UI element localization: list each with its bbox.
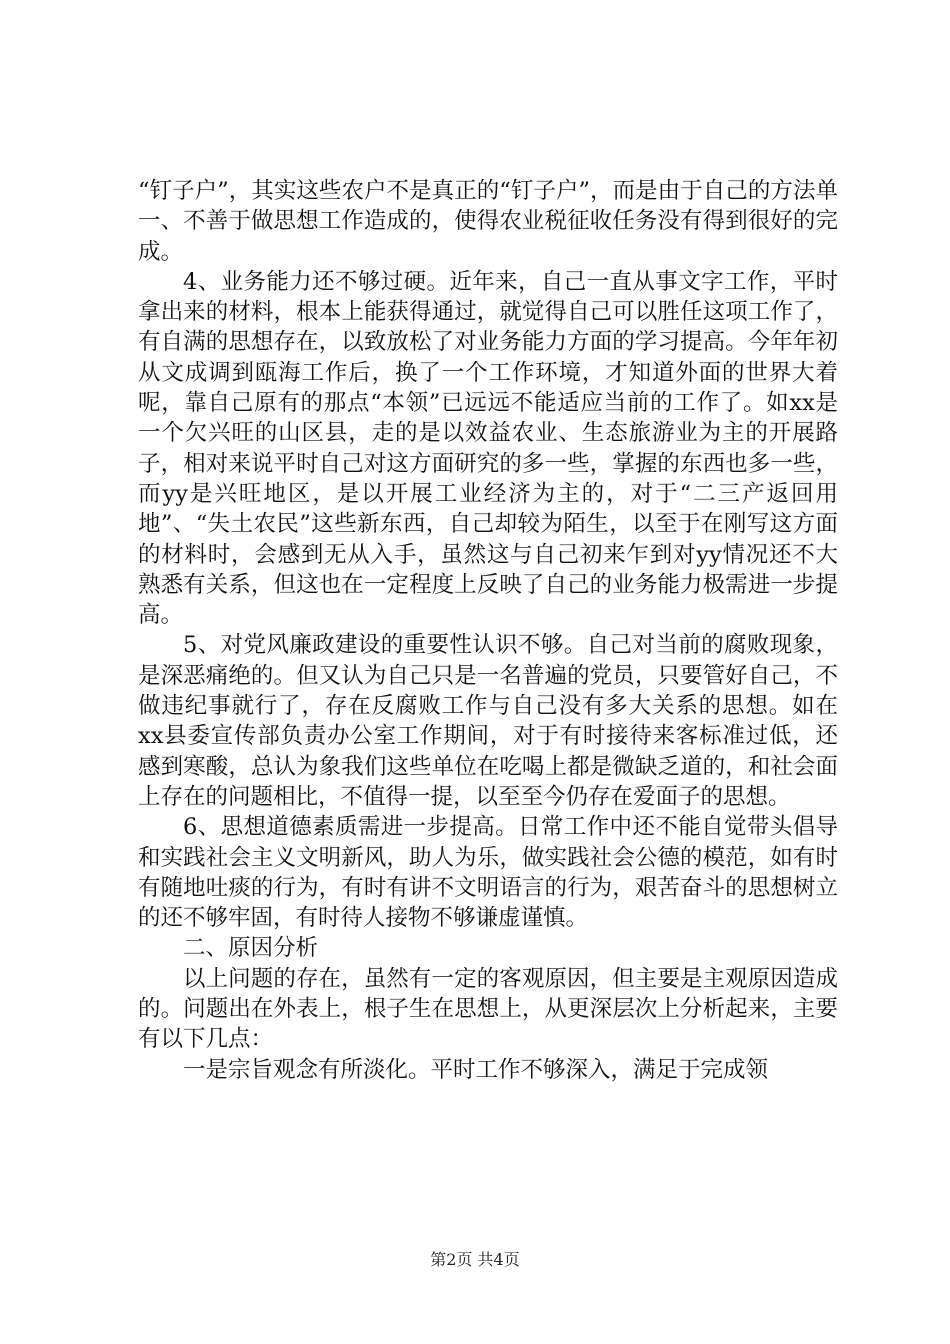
section-heading: 二、原因分析 (183, 935, 319, 962)
paragraph-6: 一是宗旨观念有所淡化。平时工作不够深入，满足于完成领 (183, 1056, 769, 1083)
paragraph-5: 以上问题的存在，虽然有一定的客观原因，但主要是主观原因造成的。问题出在外表上，根子生在思想上，从更深层次上分析起来，主要有以下几点： (138, 965, 838, 1053)
page-footer: 第2页 共4页 (430, 1250, 520, 1269)
paragraph-1: “钉子户”，其实这些农户不是真正的“钉子户”，而是由于自己的方法单一、不善于做思想工作造成的，使得农业税征收任务没有得到很好的完成。 (138, 178, 838, 265)
paragraph-3: 5、对党风廉政建设的重要性认识不够。自己对当前的腐败现象，是深恶痛绝的。但又认为自己只是一名普遍的党员，只要管好自己，不做违纪事就行了，存在反腐败工作与自己没有多大关系的思想。如在xx县委宣传部负责办公室工作期间，对于有时接待来客标准过低，还感到寒酸，总认为象我们这些单位在吃喝上都是微缺乏道的，和社会面上存在的问题相比，不值得一提，以至至今仍存在爱面子的思想。 (138, 632, 838, 810)
document-body (138, 176, 838, 1085)
paragraph-4: 6、思想道德素质需进一步提高。日常工作中还不能自觉带头倡导和实践社会主义文明新风，助人为乐，做实践社会公德的模范，如有时有随地吐痰的行为，有时有讲不文明语言的行为，艰苦奋斗的思想树立的还不够牢固，有时待人接物不够谦虚谨慎。 (138, 814, 838, 932)
paragraph-2: 4、业务能力还不够过硬。近年来，自己一直从事文字工作，平时拿出来的材料，根本上能获得通过，就觉得自己可以胜任这项工作了，有自满的思想存在，以致放松了对业务能力方面的学习提高。今年年初从文成调到瓯海工作后，换了一个工作环境，才知道外面的世界大着呢，靠自己原有的那点“本领”已远远不能适应当前的工作了。如xx是一个欠兴旺的山区县，走的是以效益农业、生态旅游业为主的开展路子，相对来说平时自己对这方面研究的多一些，掌握的东西也多一些，而yy是兴旺地区，是以开展工业经济为主的，对于“二三产返回用地”、“失土农民”这些新东西，自己却较为陌生，以至于在刚写这方面的材料时，会感到无从入手，虽然这与自己初来乍到对yy情况还不大熟悉有关系，但这也在一定程度上反映了自己的业务能力极需进一步提高。 (138, 268, 838, 629)
